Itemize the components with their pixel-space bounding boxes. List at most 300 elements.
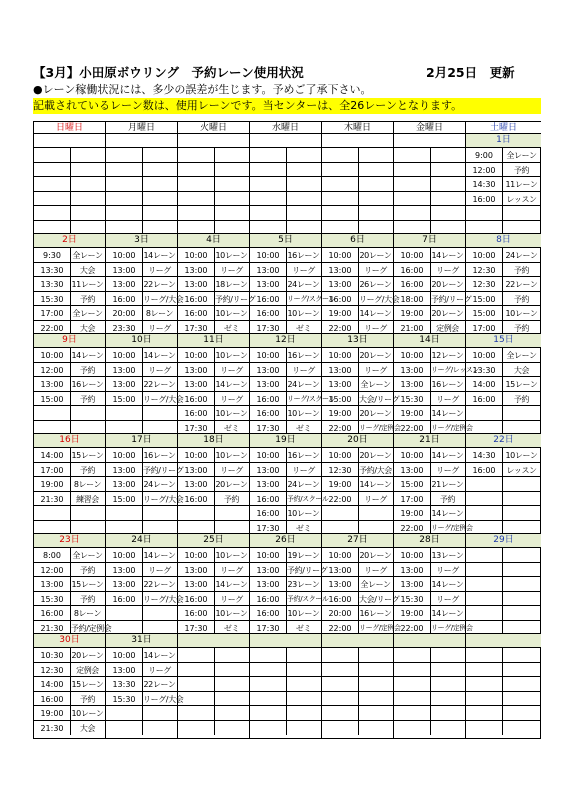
schedule-time: 17:00 bbox=[400, 494, 424, 504]
schedule-time: 13:00 bbox=[184, 380, 208, 389]
schedule-time: 19:00 bbox=[328, 480, 352, 489]
schedule-row bbox=[250, 505, 321, 520]
schedule-event: 大会 bbox=[513, 365, 530, 375]
column-divider bbox=[214, 521, 215, 535]
column-divider bbox=[214, 192, 215, 206]
schedule-row bbox=[394, 262, 465, 277]
day-cell bbox=[466, 634, 541, 738]
schedule-time: 13:00 bbox=[328, 380, 352, 389]
schedule-event: リーグ/大会 bbox=[359, 294, 400, 304]
column-divider bbox=[70, 206, 71, 220]
schedule-row bbox=[106, 462, 184, 477]
schedule-event: 予約 bbox=[513, 165, 530, 175]
schedule-event: リーグ/大会 bbox=[143, 594, 184, 604]
schedule-time: 13:00 bbox=[112, 465, 136, 475]
schedule-event: 予約 bbox=[79, 294, 96, 304]
weekday-header-6: 土曜日 bbox=[466, 122, 541, 134]
schedule-row bbox=[106, 191, 177, 206]
schedule-time: 13:00 bbox=[400, 465, 424, 475]
schedule-time: 13:30 bbox=[40, 280, 64, 289]
column-divider bbox=[430, 663, 431, 677]
schedule-row bbox=[106, 720, 177, 735]
schedule-time: 17:30 bbox=[184, 323, 208, 333]
schedule-row bbox=[178, 305, 249, 320]
schedule-time: 10:00 bbox=[256, 551, 280, 560]
schedule-event: リーグ/スクール bbox=[287, 294, 336, 303]
schedule-row bbox=[466, 305, 541, 320]
day-date: 28日 bbox=[394, 534, 465, 547]
schedule-event: 21レーン bbox=[431, 480, 464, 489]
schedule-row bbox=[466, 676, 541, 691]
schedule-row bbox=[34, 620, 112, 635]
schedule-event: リーグ/定例会 bbox=[359, 423, 401, 432]
column-divider bbox=[142, 163, 143, 177]
schedule-time: 16:00 bbox=[184, 409, 208, 418]
schedule-row bbox=[34, 220, 105, 235]
schedule-event: 18レーン bbox=[215, 280, 248, 289]
schedule-row bbox=[250, 591, 329, 606]
schedule-row bbox=[394, 462, 465, 477]
schedule-row bbox=[466, 276, 541, 291]
schedule-row bbox=[466, 220, 541, 235]
column-divider bbox=[358, 692, 359, 706]
day-date: 14日 bbox=[394, 334, 465, 347]
column-divider bbox=[214, 148, 215, 162]
schedule-event: 14レーン bbox=[431, 609, 464, 618]
schedule-event: リーグ/大会 bbox=[143, 694, 184, 704]
schedule-row bbox=[34, 247, 105, 262]
schedule-event: 22レーン bbox=[143, 380, 176, 389]
schedule-event: 予約/リーグ bbox=[287, 565, 328, 575]
schedule-time: 13:00 bbox=[112, 665, 136, 675]
schedule-row bbox=[106, 420, 177, 435]
day-cell bbox=[322, 134, 394, 234]
column-divider bbox=[502, 492, 503, 506]
schedule-event: ゼミ bbox=[223, 623, 240, 633]
schedule-time: 22:00 bbox=[328, 323, 352, 333]
schedule-time: 13:00 bbox=[184, 580, 208, 589]
schedule-row bbox=[34, 162, 105, 177]
schedule-row bbox=[466, 420, 541, 435]
schedule-time: 13:00 bbox=[112, 265, 136, 275]
schedule-event: 予約 bbox=[513, 394, 530, 404]
schedule-time: 15:00 bbox=[112, 394, 136, 404]
day-cell bbox=[178, 234, 256, 334]
schedule-event: 10レーン bbox=[505, 309, 538, 318]
schedule-event: リーグ/定例会 bbox=[431, 623, 473, 632]
schedule-row bbox=[394, 620, 473, 635]
column-divider bbox=[502, 477, 503, 491]
schedule-event: リーグ bbox=[148, 265, 171, 275]
schedule-row bbox=[394, 662, 465, 677]
schedule-row bbox=[250, 391, 336, 406]
schedule-event: レッスン bbox=[506, 465, 537, 475]
schedule-time: 15:00 bbox=[112, 494, 136, 504]
schedule-row bbox=[466, 605, 541, 620]
schedule-row bbox=[250, 691, 321, 706]
schedule-row bbox=[322, 720, 393, 735]
schedule-row bbox=[178, 576, 249, 591]
schedule-row bbox=[394, 147, 465, 162]
day-cell bbox=[106, 334, 184, 434]
schedule-row bbox=[34, 147, 105, 162]
day-date: 31日 bbox=[106, 634, 177, 647]
schedule-row bbox=[178, 420, 249, 435]
column-divider bbox=[502, 206, 503, 220]
reservation-calendar bbox=[33, 121, 541, 739]
day-date: 5日 bbox=[250, 234, 321, 247]
schedule-row bbox=[466, 720, 541, 735]
schedule-time: 16:00 bbox=[256, 294, 280, 304]
schedule-row bbox=[34, 462, 105, 477]
schedule-row bbox=[394, 576, 465, 591]
day-cell bbox=[322, 634, 394, 738]
schedule-row bbox=[34, 562, 105, 577]
schedule-event: 14レーン bbox=[143, 351, 176, 360]
day-date: 25日 bbox=[178, 534, 249, 547]
schedule-event: リーグ/大会 bbox=[143, 294, 184, 304]
schedule-event: 10レーン bbox=[215, 551, 248, 560]
schedule-event: ゼミ bbox=[223, 323, 240, 333]
day-date: 16日 bbox=[34, 434, 105, 447]
schedule-time: 20:00 bbox=[112, 309, 136, 318]
schedule-row bbox=[250, 247, 321, 262]
schedule-time: 22:00 bbox=[328, 423, 352, 433]
schedule-row bbox=[34, 605, 105, 620]
schedule-event: 16レーン bbox=[431, 380, 464, 389]
column-divider bbox=[358, 648, 359, 662]
schedule-row bbox=[322, 305, 393, 320]
day-cell bbox=[106, 434, 184, 534]
schedule-time: 22:00 bbox=[328, 494, 352, 504]
schedule-time: 10:00 bbox=[112, 451, 136, 460]
column-divider bbox=[142, 621, 143, 635]
schedule-time: 10:00 bbox=[256, 351, 280, 360]
day-date bbox=[178, 634, 249, 647]
schedule-row bbox=[466, 705, 541, 720]
day-cell bbox=[106, 534, 184, 634]
column-divider bbox=[142, 406, 143, 420]
schedule-row bbox=[34, 320, 105, 335]
schedule-row bbox=[106, 347, 177, 362]
schedule-time: 19:00 bbox=[400, 609, 424, 618]
schedule-time: 13:00 bbox=[400, 580, 424, 589]
schedule-event: 10レーン bbox=[287, 609, 320, 618]
schedule-row bbox=[178, 247, 249, 262]
schedule-event: 10レーン bbox=[215, 351, 248, 360]
day-cell bbox=[394, 534, 473, 634]
schedule-row bbox=[178, 705, 249, 720]
schedule-row bbox=[322, 547, 393, 562]
day-cell bbox=[178, 534, 250, 634]
schedule-event: 全レーン bbox=[360, 380, 391, 389]
schedule-event: 20レーン bbox=[71, 651, 104, 660]
column-divider bbox=[430, 148, 431, 162]
schedule-row bbox=[178, 476, 249, 491]
schedule-row bbox=[466, 476, 541, 491]
day-cell bbox=[178, 634, 250, 738]
schedule-row bbox=[106, 362, 177, 377]
schedule-row bbox=[322, 247, 393, 262]
schedule-row bbox=[250, 620, 321, 635]
schedule-row bbox=[394, 220, 465, 235]
schedule-time: 13:00 bbox=[328, 580, 352, 589]
schedule-event: 14レーン bbox=[431, 251, 464, 260]
column-divider bbox=[214, 648, 215, 662]
schedule-row bbox=[466, 176, 541, 191]
column-divider bbox=[142, 192, 143, 206]
schedule-row bbox=[34, 720, 105, 735]
schedule-event: 24レーン bbox=[143, 480, 176, 489]
column-divider bbox=[358, 148, 359, 162]
schedule-time: 16:00 bbox=[472, 194, 496, 204]
day-date: 15日 bbox=[466, 334, 541, 347]
schedule-row bbox=[178, 391, 249, 406]
schedule-row bbox=[250, 362, 321, 377]
schedule-row bbox=[34, 505, 105, 520]
schedule-event: リーグ bbox=[220, 465, 243, 475]
schedule-time: 10:00 bbox=[112, 351, 136, 360]
day-cell bbox=[250, 434, 329, 534]
day-date: 1日 bbox=[466, 134, 541, 147]
column-divider bbox=[286, 177, 287, 191]
schedule-row bbox=[106, 162, 177, 177]
schedule-row bbox=[394, 247, 465, 262]
schedule-event: 11レーン bbox=[71, 280, 104, 289]
day-date bbox=[322, 134, 393, 147]
schedule-event: 23レーン bbox=[287, 580, 320, 589]
column-divider bbox=[358, 163, 359, 177]
column-divider bbox=[214, 677, 215, 691]
schedule-row bbox=[250, 191, 321, 206]
column-divider bbox=[286, 692, 287, 706]
schedule-time: 22:00 bbox=[400, 523, 424, 533]
column-divider bbox=[358, 521, 359, 535]
schedule-row bbox=[466, 647, 541, 662]
schedule-time: 16:00 bbox=[256, 509, 280, 518]
schedule-row bbox=[394, 162, 465, 177]
schedule-row bbox=[178, 720, 249, 735]
schedule-event: 20レーン bbox=[431, 280, 464, 289]
schedule-row bbox=[106, 676, 177, 691]
schedule-row bbox=[466, 505, 541, 520]
schedule-event: 10レーン bbox=[505, 451, 538, 460]
schedule-row bbox=[394, 505, 465, 520]
column-divider bbox=[142, 506, 143, 520]
column-divider bbox=[502, 577, 503, 591]
column-divider bbox=[142, 521, 143, 535]
schedule-time: 9:30 bbox=[43, 251, 61, 260]
schedule-row bbox=[106, 262, 177, 277]
day-date bbox=[178, 134, 249, 147]
schedule-row bbox=[34, 347, 105, 362]
schedule-event: 大会/リーグ bbox=[359, 594, 400, 604]
day-date: 2日 bbox=[34, 234, 105, 247]
schedule-time: 22:00 bbox=[328, 623, 352, 633]
schedule-row bbox=[394, 405, 465, 420]
schedule-row bbox=[466, 576, 541, 591]
schedule-event: リーグ bbox=[220, 365, 243, 375]
day-date: 13日 bbox=[322, 334, 393, 347]
schedule-time: 13:00 bbox=[40, 380, 64, 389]
schedule-row bbox=[250, 647, 321, 662]
schedule-event: 20レーン bbox=[359, 409, 392, 418]
schedule-row bbox=[322, 420, 401, 435]
schedule-time: 15:30 bbox=[400, 394, 424, 404]
schedule-event: ゼミ bbox=[295, 423, 312, 433]
schedule-time: 14:30 bbox=[472, 180, 496, 189]
schedule-row bbox=[466, 691, 541, 706]
schedule-row bbox=[34, 576, 105, 591]
schedule-row bbox=[466, 491, 541, 506]
column-divider bbox=[70, 506, 71, 520]
schedule-row bbox=[106, 291, 184, 306]
schedule-row bbox=[106, 147, 177, 162]
column-divider bbox=[430, 177, 431, 191]
schedule-time: 16:00 bbox=[256, 409, 280, 418]
notice-line-2-highlight: 記載されているレーン数は、使用レーンです。当センターは、全26レーンとなります。 bbox=[33, 98, 541, 114]
schedule-event: 全レーン bbox=[72, 251, 103, 260]
schedule-time: 10:00 bbox=[328, 551, 352, 560]
day-date: 4日 bbox=[178, 234, 249, 247]
weekday-header-2: 火曜日 bbox=[178, 122, 250, 134]
schedule-row bbox=[250, 162, 321, 177]
schedule-event: 予約 bbox=[223, 494, 240, 504]
schedule-event: リーグ bbox=[148, 323, 171, 333]
day-date: 19日 bbox=[250, 434, 321, 447]
schedule-time: 13:00 bbox=[184, 480, 208, 489]
schedule-row bbox=[34, 547, 105, 562]
schedule-row bbox=[322, 162, 393, 177]
schedule-row bbox=[178, 447, 249, 462]
schedule-row bbox=[34, 291, 105, 306]
schedule-row bbox=[394, 691, 465, 706]
day-cell bbox=[250, 334, 336, 434]
schedule-row bbox=[322, 462, 393, 477]
day-date bbox=[34, 134, 105, 147]
day-date: 29日 bbox=[466, 534, 541, 547]
schedule-row bbox=[322, 705, 393, 720]
schedule-row bbox=[322, 205, 393, 220]
schedule-row bbox=[178, 320, 249, 335]
schedule-event: 14レーン bbox=[143, 651, 176, 660]
schedule-row bbox=[34, 391, 105, 406]
column-divider bbox=[430, 677, 431, 691]
schedule-row bbox=[106, 605, 177, 620]
day-cell bbox=[322, 234, 400, 334]
schedule-row bbox=[106, 505, 177, 520]
schedule-row bbox=[34, 305, 105, 320]
column-divider bbox=[430, 163, 431, 177]
schedule-row bbox=[178, 491, 249, 506]
day-date bbox=[250, 134, 321, 147]
day-cell bbox=[34, 434, 106, 534]
schedule-time: 13:30 bbox=[40, 265, 64, 275]
schedule-event: リーグ bbox=[220, 565, 243, 575]
column-divider bbox=[214, 692, 215, 706]
schedule-event: 12レーン bbox=[431, 351, 464, 360]
schedule-row bbox=[250, 562, 328, 577]
schedule-time: 16:00 bbox=[256, 594, 280, 604]
schedule-event: 14レーン bbox=[431, 580, 464, 589]
schedule-row bbox=[250, 205, 321, 220]
schedule-time: 13:00 bbox=[184, 280, 208, 289]
schedule-time: 14:00 bbox=[40, 680, 64, 689]
schedule-time: 13:00 bbox=[40, 580, 64, 589]
schedule-time: 14:00 bbox=[40, 451, 64, 460]
schedule-time: 17:30 bbox=[184, 623, 208, 633]
schedule-row bbox=[322, 605, 393, 620]
column-divider bbox=[502, 421, 503, 435]
day-cell bbox=[34, 534, 112, 634]
title-text: 【3月】小田原ボウリング 予約レーン使用状況 bbox=[33, 65, 304, 80]
schedule-row bbox=[322, 291, 400, 306]
schedule-time: 8:00 bbox=[43, 551, 61, 560]
schedule-row bbox=[34, 662, 105, 677]
schedule-row bbox=[466, 447, 541, 462]
schedule-event: 14レーン bbox=[431, 451, 464, 460]
schedule-event: 10レーン bbox=[215, 451, 248, 460]
schedule-time: 13:00 bbox=[256, 380, 280, 389]
column-divider bbox=[142, 606, 143, 620]
schedule-row bbox=[178, 662, 249, 677]
schedule-row bbox=[466, 620, 541, 635]
column-divider bbox=[286, 206, 287, 220]
schedule-time: 10:00 bbox=[472, 351, 496, 360]
schedule-row bbox=[250, 347, 321, 362]
column-divider bbox=[502, 692, 503, 706]
schedule-row bbox=[250, 605, 321, 620]
schedule-row bbox=[466, 320, 541, 335]
schedule-event: 10レーン bbox=[287, 309, 320, 318]
schedule-row bbox=[250, 305, 321, 320]
schedule-row bbox=[106, 547, 177, 562]
schedule-time: 13:00 bbox=[328, 280, 352, 289]
schedule-time: 20:00 bbox=[328, 609, 352, 618]
schedule-time: 19:00 bbox=[328, 409, 352, 418]
schedule-event: リーグ/定例会 bbox=[431, 423, 473, 432]
column-divider bbox=[214, 163, 215, 177]
schedule-row bbox=[466, 391, 541, 406]
day-date bbox=[394, 634, 465, 647]
schedule-time: 10:00 bbox=[328, 251, 352, 260]
schedule-time: 13:00 bbox=[256, 465, 280, 475]
column-divider bbox=[358, 177, 359, 191]
schedule-time: 10:00 bbox=[256, 251, 280, 260]
schedule-row bbox=[178, 176, 249, 191]
schedule-row bbox=[106, 205, 177, 220]
day-date: 22日 bbox=[466, 434, 541, 447]
schedule-row bbox=[106, 562, 177, 577]
schedule-row bbox=[34, 591, 105, 606]
schedule-event: 16レーン bbox=[71, 380, 104, 389]
weekday-header-5: 金曜日 bbox=[394, 122, 466, 134]
schedule-row bbox=[178, 620, 249, 635]
schedule-event: 予約/スクール bbox=[287, 594, 329, 603]
schedule-time: 19:00 bbox=[40, 480, 64, 489]
schedule-event: 14レーン bbox=[71, 351, 104, 360]
schedule-row bbox=[394, 191, 465, 206]
schedule-row bbox=[466, 462, 541, 477]
schedule-event: 10レーン bbox=[215, 609, 248, 618]
schedule-time: 22:00 bbox=[400, 623, 424, 633]
schedule-time: 17:30 bbox=[256, 423, 280, 433]
schedule-event: 全レーン bbox=[72, 551, 103, 560]
schedule-time: 15:30 bbox=[40, 594, 64, 604]
schedule-row bbox=[106, 576, 177, 591]
day-cell bbox=[250, 234, 336, 334]
column-divider bbox=[358, 706, 359, 720]
